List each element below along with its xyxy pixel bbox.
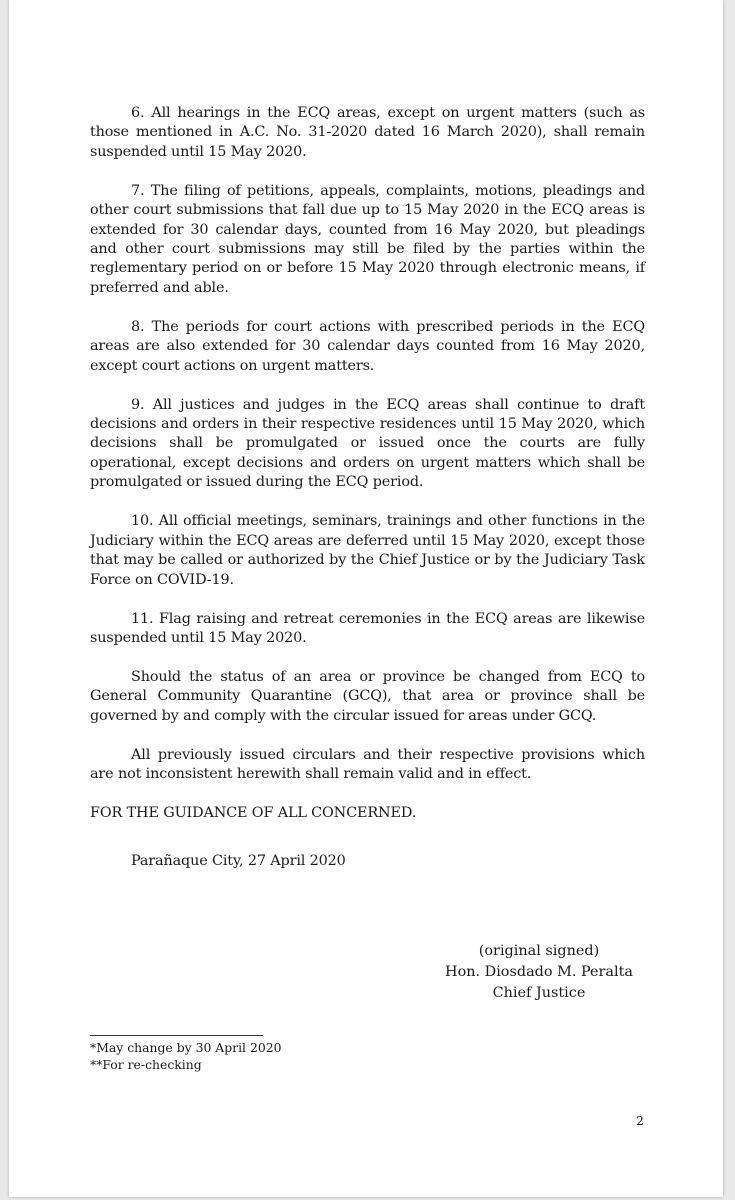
signatory-name: Hon. Diosdado M. Peralta: [445, 964, 633, 980]
paragraph-previous-circulars: All previously issued circulars and their respective provisions which are not inconsistent herewith shall remain valid and in effect.: [90, 746, 645, 783]
paragraph-8: 8. The periods for court actions with prescribed periods in the ECQ areas are also extended for 30 calendar days counted from 16 May 2020, except court actions on urgent matters.: [90, 318, 645, 374]
signatory-title: Chief Justice: [492, 985, 586, 1001]
footnotes: [90, 1039, 281, 1073]
footnote-1: *May change by 30 April 2020: [90, 1040, 282, 1055]
footnote-divider: [90, 1035, 263, 1036]
paragraph-11: 11. Flag raising and retreat ceremonies in the ECQ areas are likewise suspended until 15 May 2020.: [90, 610, 645, 646]
paragraph-7: 7. The filing of petitions, appeals, complaints, motions, pleadings and other court submissions that fall due up to 15 May 2020 in the ECQ areas is extended for 30 calendar days, counted from 16 May 2020, but pleadings and other court submissions may still be filed by the parties within the reglementary period on or before 15 May 2020 through electronic means, if preferred and able.: [90, 182, 645, 296]
paragraph-10: 10. All official meetings, seminars, trainings and other functions in the Judiciary within the ECQ areas are deferred until 15 May 2020, except those that may be called or authorized by the Chief Justice or by the Judiciary Task Force on COVID-19.: [90, 513, 645, 588]
paragraph-9: 9. All justices and judges in the ECQ areas shall continue to draft decisions and orders in their respective residences until 15 May 2020, which decisions shall be promulgated or issued once the courts are fully operational, except decisions and orders on urgent matters which shall be promulgated or issued during the ECQ period.: [90, 396, 645, 491]
signature-block: [439, 941, 639, 1004]
document-body: [90, 104, 645, 891]
footnote-2: **For re-checking: [90, 1057, 202, 1072]
document-page: [9, 0, 723, 1197]
paragraph-6: 6. All hearings in the ECQ areas, except on urgent matters (such as those mentioned in A.C. No. 31-2020 dated 16 March 2020), shall remain suspended until 15 May 2020.: [90, 105, 645, 160]
paragraph-status-change: Should the status of an area or province be changed from ECQ to General Community Quarantine (GCQ), that area or province shall be governed by and comply with the circular issued for areas under GCQ.: [90, 668, 645, 724]
place-and-date: Parañaque City, 27 April 2020: [131, 852, 346, 869]
closing-line: FOR THE GUIDANCE OF ALL CONCERNED.: [90, 805, 417, 822]
page-number: 2: [636, 1113, 644, 1128]
signature-status: (original signed): [478, 943, 600, 959]
